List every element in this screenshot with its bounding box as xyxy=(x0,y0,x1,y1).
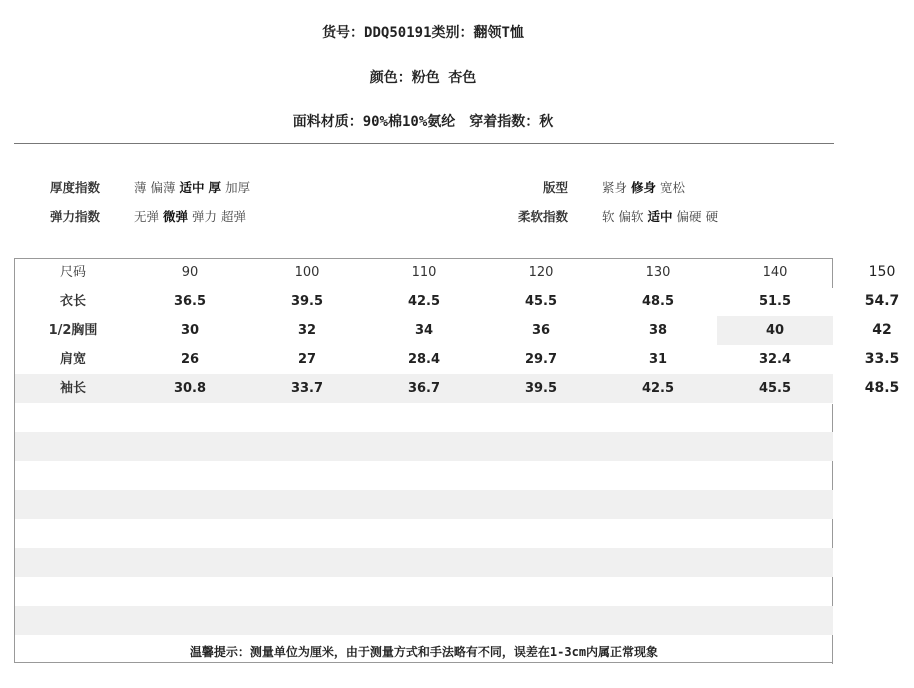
table-cell: 45.5 xyxy=(524,294,558,309)
table-header-cell: 130 xyxy=(645,265,671,280)
thickness-options xyxy=(134,178,254,196)
fabric-season: 面料材质：90%棉10%氨纶 穿着指数：秋 xyxy=(292,114,554,130)
fit-option: 紧身 xyxy=(602,180,628,195)
elasticity-option: 超弹 xyxy=(221,209,247,224)
divider xyxy=(14,143,834,144)
table-header-cell: 100 xyxy=(294,265,320,280)
thickness-option: 偏薄 xyxy=(150,180,176,195)
table-cell: 38 xyxy=(648,323,668,338)
table-cell: 26 xyxy=(180,352,200,367)
table-empty-row xyxy=(15,432,833,461)
softness-label: 柔软指数 xyxy=(517,209,568,224)
table-cell: 31 xyxy=(648,352,668,367)
table-cell: 30.8 xyxy=(173,381,207,396)
table-cell: 42.5 xyxy=(407,294,441,309)
elasticity-option: 弹力 xyxy=(192,209,218,224)
table-cell-overflow: 48.5 xyxy=(864,380,900,396)
table-empty-row xyxy=(15,577,833,606)
table-header-cell: 120 xyxy=(528,265,554,280)
table-empty-row xyxy=(15,403,833,432)
product-code-category: 货号：DDQ50191类别：翻领T恤 xyxy=(322,25,524,41)
table-cell: 48.5 xyxy=(641,294,675,309)
table-cell: 39.5 xyxy=(524,381,558,396)
table-row-label: 衣长 xyxy=(59,294,86,309)
softness-options xyxy=(602,207,722,225)
table-header-cell: 110 xyxy=(411,265,437,280)
table-header-cell: 尺码 xyxy=(59,265,86,280)
table-cell-overflow: 33.5 xyxy=(864,351,900,367)
thickness-label: 厚度指数 xyxy=(49,180,100,195)
table-empty-row xyxy=(15,606,833,635)
table-cell: 32 xyxy=(297,323,317,338)
table-cell: 51.5 xyxy=(758,294,792,309)
table-cell: 36.5 xyxy=(173,294,207,309)
table-cell-overflow: 54.7 xyxy=(864,293,900,309)
table-empty-row xyxy=(15,490,833,519)
table-row-label: 肩宽 xyxy=(59,352,86,367)
table-header-cell: 140 xyxy=(762,265,788,280)
table-cell: 34 xyxy=(414,323,434,338)
table-cell: 45.5 xyxy=(758,381,792,396)
table-header-cell: 90 xyxy=(181,265,199,280)
table-empty-row xyxy=(15,548,833,577)
table-cell-overflow: 42 xyxy=(872,322,892,338)
softness-option: 偏硬 xyxy=(676,209,702,224)
product-colors: 颜色：粉色 杏色 xyxy=(369,70,477,86)
softness-option: 适中 xyxy=(647,209,673,224)
elasticity-label: 弹力指数 xyxy=(49,209,100,224)
table-cell: 36 xyxy=(531,323,551,338)
fit-options xyxy=(602,178,689,196)
elasticity-option: 微弹 xyxy=(163,209,189,224)
softness-option: 硬 xyxy=(705,209,719,224)
measurement-note: 温馨提示：测量单位为厘米，由于测量方式和手法略有不同，误差在1-3cm内属正常现象 xyxy=(189,645,659,659)
elasticity-option: 无弹 xyxy=(134,209,160,224)
softness-option: 偏软 xyxy=(618,209,644,224)
table-cell: 32.4 xyxy=(758,352,792,367)
table-empty-row xyxy=(15,461,833,490)
table-cell: 27 xyxy=(297,352,317,367)
thickness-option: 厚 xyxy=(208,180,222,195)
thickness-option: 加厚 xyxy=(225,180,251,195)
table-cell: 30 xyxy=(180,323,200,338)
table-cell: 40 xyxy=(717,316,833,345)
table-header-cell-overflow: 150 xyxy=(868,264,896,280)
fit-label: 版型 xyxy=(542,180,568,195)
elasticity-options xyxy=(134,207,250,225)
table-row-label: 1/2胸围 xyxy=(48,323,98,338)
table-cell: 33.7 xyxy=(290,381,324,396)
table-empty-row xyxy=(15,519,833,548)
table-cell: 28.4 xyxy=(407,352,441,367)
table-cell: 29.7 xyxy=(524,352,558,367)
table-row-label: 袖长 xyxy=(59,381,86,396)
table-cell: 39.5 xyxy=(290,294,324,309)
fit-option: 修身 xyxy=(631,180,657,195)
softness-option: 软 xyxy=(602,209,615,224)
table-cell: 42.5 xyxy=(641,381,675,396)
fit-option: 宽松 xyxy=(660,180,686,195)
thickness-option: 薄 xyxy=(134,180,147,195)
thickness-option: 适中 xyxy=(179,180,205,195)
table-cell: 36.7 xyxy=(407,381,441,396)
